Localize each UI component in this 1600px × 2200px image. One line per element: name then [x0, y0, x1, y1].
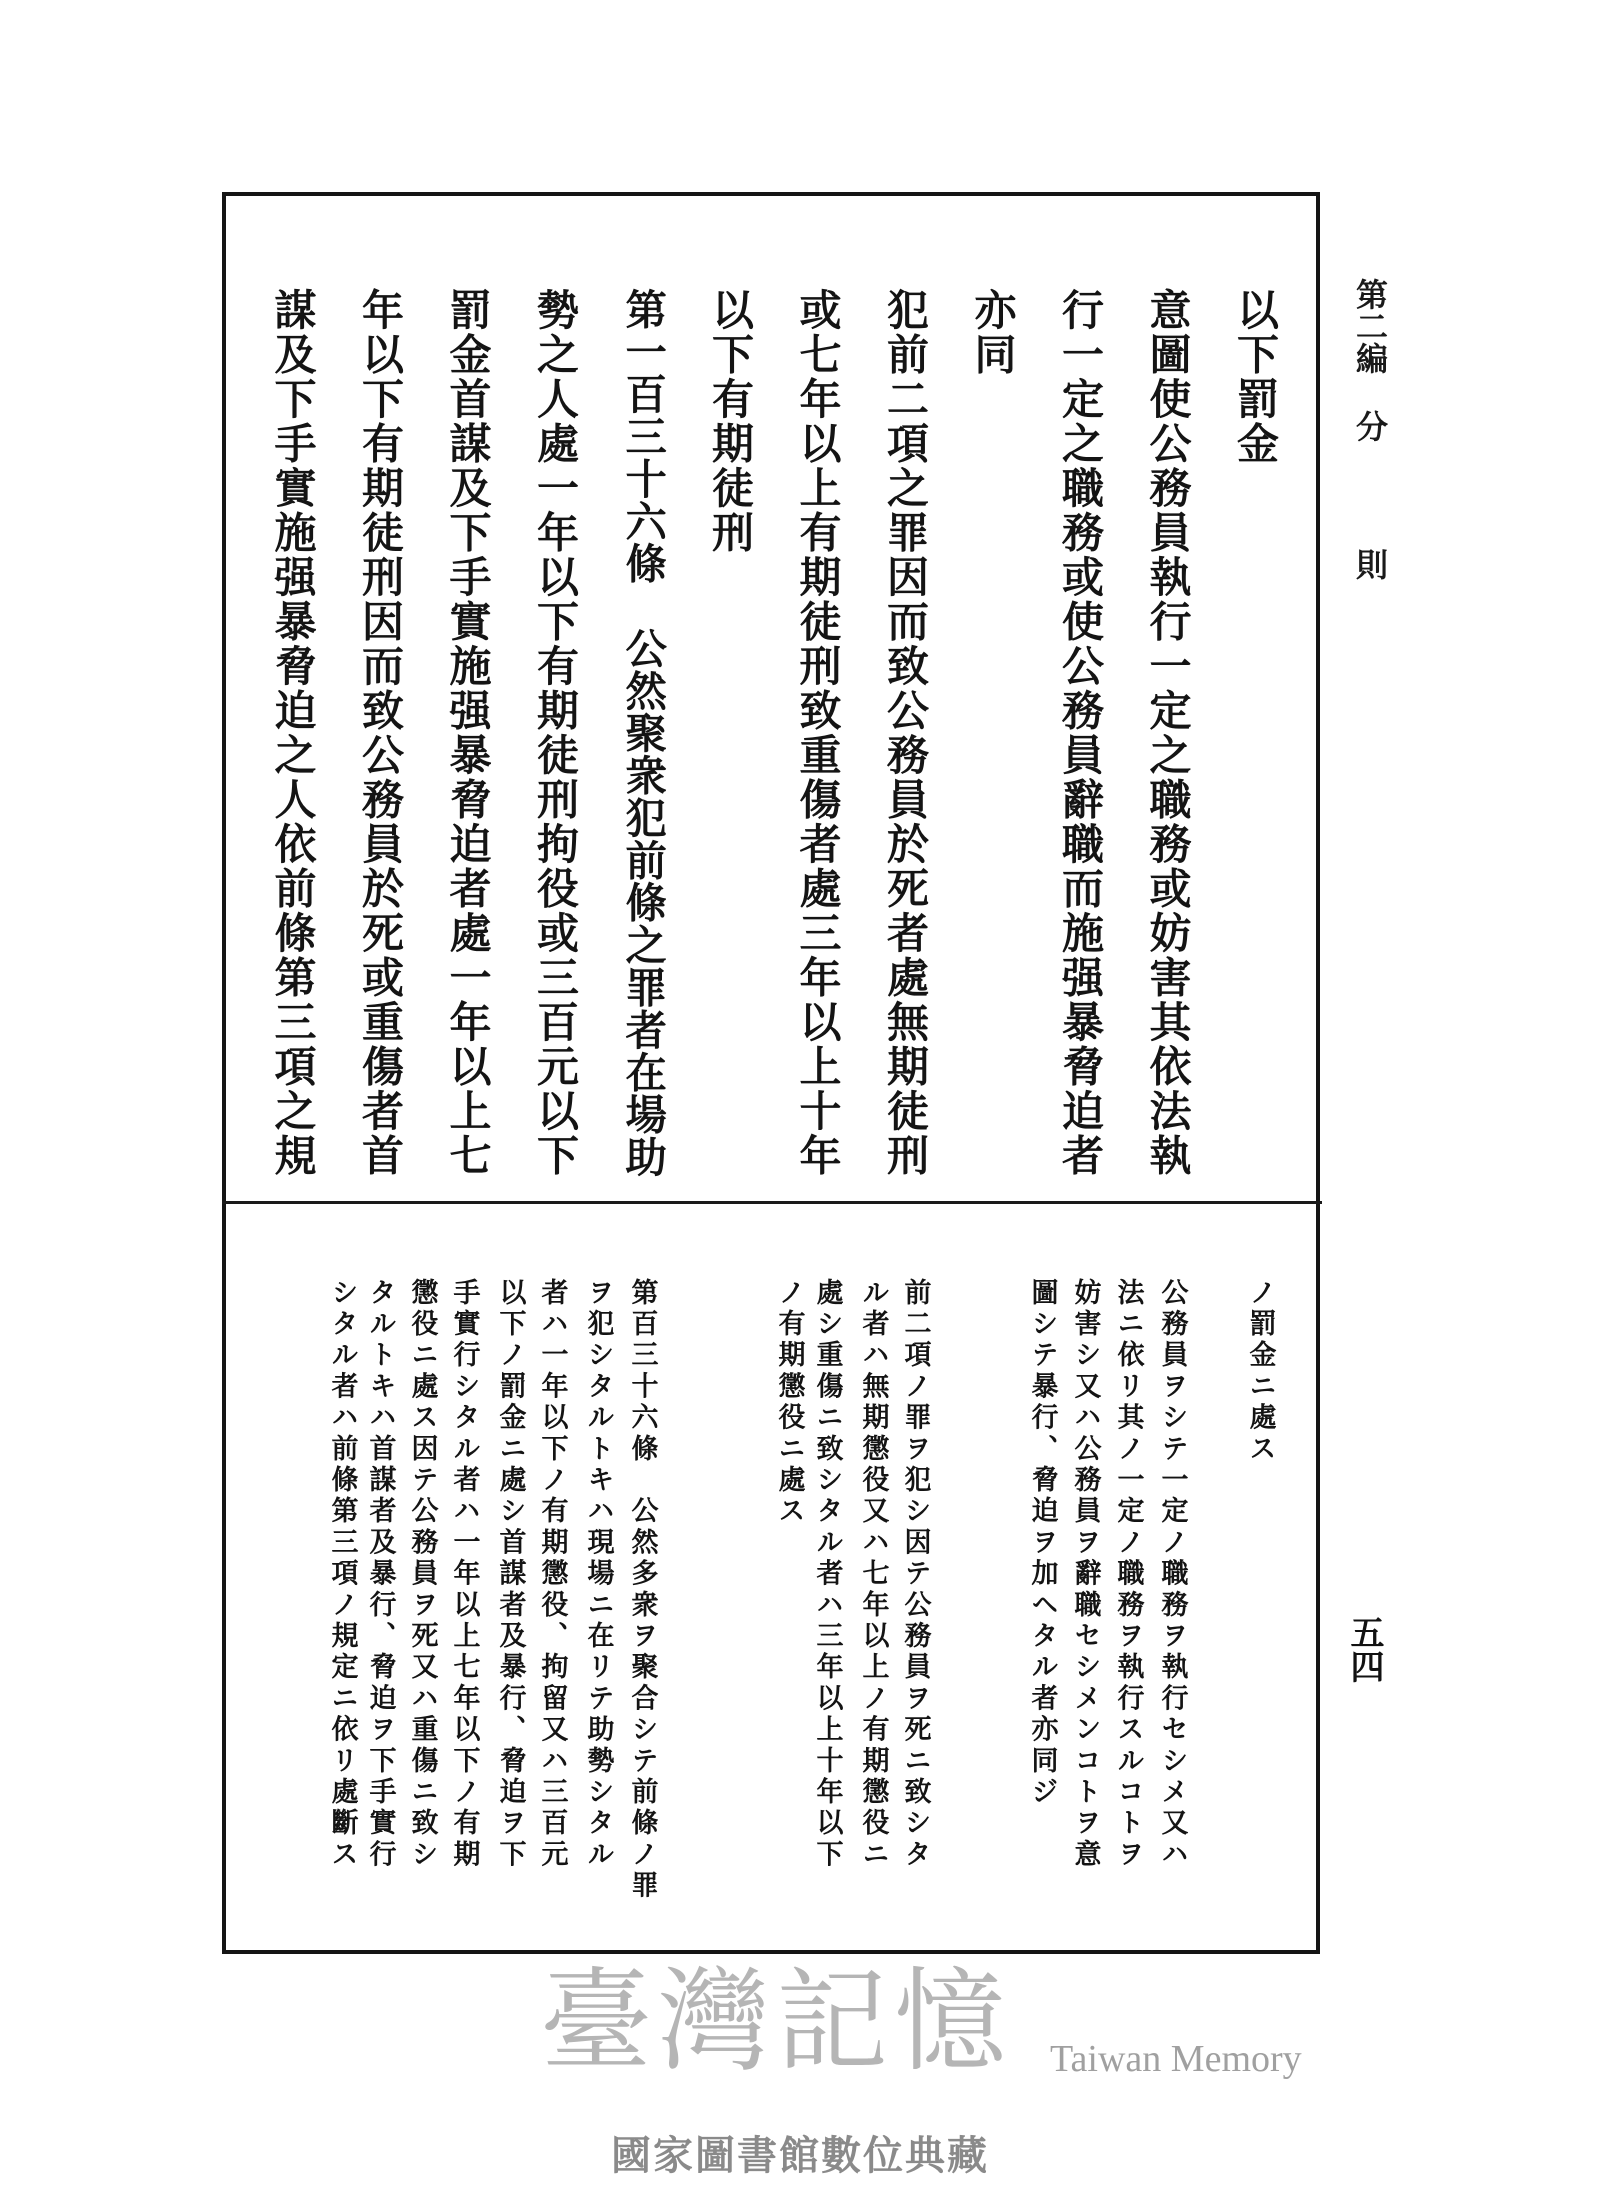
- upper-column: 勢之人處一年以下有期徒刑拘役或三百元以下: [531, 288, 580, 1178]
- lower-column: タルトキハ首謀者及暴行、脅迫ヲ下手實行: [364, 1278, 396, 1871]
- lower-column: 圖シテ暴行、脅迫ヲ加ヘタル者亦同ジ: [1026, 1278, 1058, 1809]
- lower-column: 第百三十六條 公然多衆ヲ聚合シテ前條ノ罪: [626, 1278, 658, 1902]
- lower-column: 手實行シタル者ハ一年以上七年以下ノ有期: [448, 1278, 480, 1871]
- watermark-logo-chinese: 臺灣記憶: [540, 1957, 1012, 2087]
- lower-column: 者ハ一年以下ノ有期懲役、拘留又ハ三百元: [536, 1278, 568, 1871]
- upper-column: 犯前二項之罪因而致公務員於死者處無期徒刑: [881, 288, 930, 1178]
- lower-column: ル者ハ無期懲役又ハ七年以上ノ有期懲役ニ: [857, 1278, 889, 1871]
- lower-column: 以下ノ罰金ニ處シ首謀者及暴行、脅迫ヲ下: [494, 1278, 526, 1871]
- header-part: 第二編: [1351, 278, 1389, 374]
- lower-column: ヲ犯シタルトキハ現場ニ在リテ助勢シタル: [582, 1278, 614, 1871]
- lower-column: 妨害シ又ハ公務員ヲ辭職セシメンコトヲ意: [1069, 1278, 1101, 1871]
- header-sub2: 則: [1351, 548, 1389, 580]
- upper-column: 謀及下手實施强暴脅迫之人依前條第三項之規: [268, 288, 318, 1178]
- section-divider: [222, 1201, 1322, 1204]
- lower-column: 處シ重傷ニ致シタル者ハ三年以上十年以下: [811, 1278, 843, 1871]
- lower-column: ノ罰金ニ處ス: [1244, 1278, 1276, 1466]
- upper-column: 以下罰金: [1231, 288, 1280, 466]
- lower-column: 公務員ヲシテ一定ノ職務ヲ執行セシメ又ハ: [1156, 1278, 1188, 1871]
- watermark-logo-english: Taiwan Memory: [1050, 2038, 1302, 2080]
- upper-column: 年以下有期徒刑因而致公務員於死或重傷者首: [356, 288, 405, 1178]
- upper-column: 以下有期徒刑: [706, 288, 755, 555]
- lower-column: 前二項ノ罪ヲ犯シ因テ公務員ヲ死ニ致シタ: [899, 1278, 931, 1871]
- lower-column: 懲役ニ處ス因テ公務員ヲ死又ハ重傷ニ致シ: [406, 1278, 438, 1871]
- lower-column: シタル者ハ前條第三項ノ規定ニ依リ處斷ス: [326, 1278, 358, 1871]
- lower-column: ノ有期懲役ニ處ス: [773, 1278, 805, 1528]
- page-number: 五四: [1344, 1615, 1384, 1683]
- header-sub1: 分: [1351, 410, 1389, 442]
- upper-column: 亦同: [968, 288, 1018, 377]
- upper-column: 罰金首謀及下手實施强暴脅迫者處一年以上七: [443, 288, 493, 1178]
- upper-column: 第一百三十六條 公然聚衆犯前條之罪者在場助: [618, 288, 668, 1178]
- upper-column: 或七年以上有期徒刑致重傷者處三年以上十年: [793, 288, 843, 1178]
- footer-credit: 國家圖書館數位典藏: [611, 2133, 989, 2179]
- upper-column: 意圖使公務員執行一定之職務或妨害其依法執: [1143, 288, 1193, 1178]
- lower-column: 法ニ依リ其ノ一定ノ職務ヲ執行スルコトヲ: [1112, 1278, 1144, 1871]
- upper-column: 行一定之職務或使公務員辭職而施强暴脅迫者: [1056, 288, 1105, 1178]
